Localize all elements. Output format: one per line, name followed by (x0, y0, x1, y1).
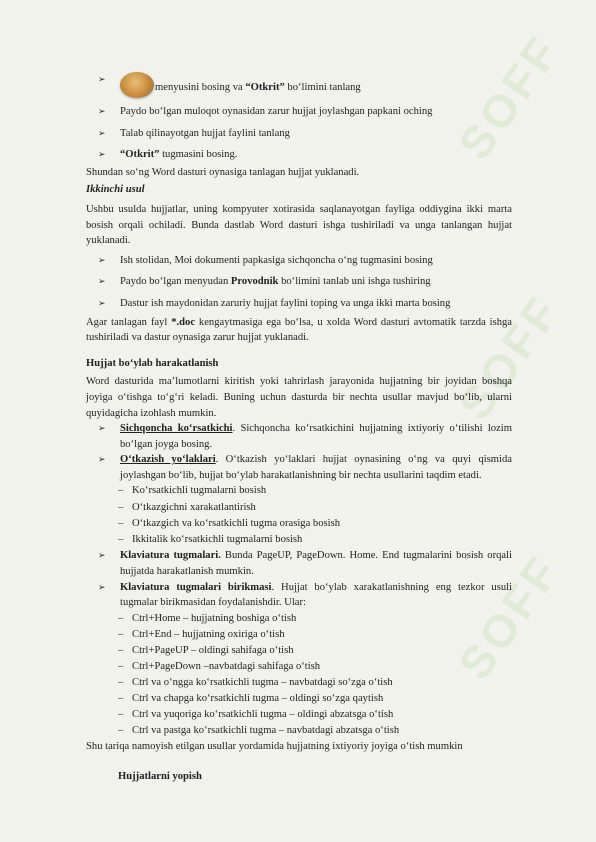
sub-item (86, 707, 512, 723)
item-text-post: bo‘limini tanlab uni ishga tushiring (278, 276, 431, 288)
dash-icon: – (118, 628, 124, 640)
bullet-arrow-icon: ➢ (98, 149, 106, 160)
sub-item-text: O‘tkazgich va ko‘rsatkichli tugma orasiga bosish (132, 517, 340, 529)
paragraph: Word dasturida ma’lumotlarni kiritish yoki tahrirlash jarayonida hujjatning bir joyidan boshqa joyiga o‘tishga to‘g‘ri keladi. Buning uchun dasturda bir nechta usullar mavjud bo‘lib, ularni quyidagicha izohlash mumkin. (86, 376, 512, 419)
watermark-mid: SOFF (448, 285, 571, 429)
bullet-arrow-icon: ➢ (98, 423, 106, 434)
list-item (86, 452, 512, 483)
sub-item-text: Ctrl+PageDown –navbatdagi sahifaga o‘tish (132, 661, 321, 672)
sub-item-text: Ctrl va pastga ko‘rsatkichli tugma – navbatdagi abzatsga o‘tish (132, 725, 400, 737)
sub-item (86, 643, 512, 659)
sub-item-text: Ctrl+PageUP – oldingi sahifaga o‘tish (132, 644, 294, 656)
dash-icon: – (118, 693, 124, 705)
dash-icon: – (118, 517, 124, 529)
sub-item-text: O‘tkazgichni xarakatlantirish (132, 501, 256, 513)
bullet-arrow-icon: ➢ (98, 297, 106, 308)
item-text: menyusini bosing va (155, 82, 246, 93)
dash-icon: – (118, 644, 124, 656)
bullet-arrow-icon: ➢ (98, 454, 106, 465)
item-text: Ish stolidan, Moi dokumenti papkasiga sichqoncha o‘ng tugmasini bosing (120, 254, 433, 266)
sub-item (86, 611, 512, 627)
item-text: Paydo bo‘lgan muloqot oynasidan zarur hujjat joylashgan papkani oching (120, 106, 433, 117)
dash-icon: – (118, 501, 124, 513)
item-text: Bunda PageUP, PageDown. Home. End tugmalarini bosish orqali hujjatda harakatlanish mumkin. (120, 550, 512, 577)
sub-item-text: Ko‘rsatkichli tugmalarni bosish (132, 485, 267, 497)
paragraph-bold: *.doc (171, 316, 196, 328)
item-bold: Klaviatura tugmalari birikmasi (120, 581, 272, 593)
dash-icon: – (118, 612, 124, 624)
bullet-arrow-icon: ➢ (98, 106, 106, 116)
item-bold: O‘tkazish yo‘laklari (120, 454, 216, 466)
paragraph: Shundan so‘ng Word dasturi oynasiga tanlagan hujjat yuklanadi. (86, 166, 360, 178)
bullet-arrow-icon: ➢ (98, 254, 106, 265)
sub-item-text: Ctrl va yuqoriga ko‘rsatkichli tugma – oldingi abzatsga o‘tish (132, 709, 394, 721)
sub-item (86, 659, 512, 675)
sub-item-text: Ctrl va chapga ko‘rsatkichli tugma – oldingi so‘zga qaytish (132, 693, 384, 705)
item-bold: Provodnik (230, 276, 279, 288)
paragraph-text: Agar tanlagan fayl (86, 316, 172, 328)
sub-item (86, 483, 512, 499)
item-bold: Klaviatura tugmalari. (120, 550, 221, 562)
office-menu-icon (120, 72, 154, 98)
item-text: . Sichqoncha ko‘rsatkichini hujjatning ixtiyoriy o‘tilishi lozim bo‘lgan joyga bosing. (120, 423, 512, 450)
item-text: . O‘tkazish yo‘laklari hujjat oynasining o‘ng va quyi qismida joylashgan bo‘lib, hujjat bo‘ylab harakatlanishning bir nechta usullarini taqdim etadi. (120, 454, 512, 481)
list-item (86, 126, 512, 142)
dash-icon: – (118, 485, 124, 497)
paragraph: Ushbu usulda hujjatlar, uning kompyuter xotirasida saqlanayotgan fayliga oddiygina ikki marta bosish orqali ochiladi. Bunda dastlab Word dasturi ishga tushiriladi va unga tanlangan hujjat yuklanadi. (86, 203, 512, 247)
paragraph: Shu tariqa namoyish etilgan usullar yordamida hujjatning ixtiyoriy joyiga o‘tish mumkin (86, 741, 463, 753)
dash-icon: – (118, 661, 124, 672)
item-text: . Hujjat bo‘ylab xarakatlanishning eng tezkor usuli tugmalar birikmasidan foydalanishdir. Ular: (120, 581, 512, 609)
item-text: Talab qilinayotgan hujjat faylini tanlang (120, 127, 290, 139)
sub-item (86, 516, 512, 532)
dash-icon: – (118, 725, 124, 737)
dash-icon: – (118, 533, 124, 545)
paragraph-text-post: kengaytmasiga ega bo‘lsa, u xolda Word dasturi avtomatik tarzda ishga tushiriladi va dastur oynasiga zarur hujjat yuklanadi. (86, 316, 512, 344)
sub-item-text: Ctrl+End – hujjatning oxiriga o‘tish (132, 628, 285, 640)
paragraph (86, 315, 512, 346)
section-heading: Ikkinchi usul (86, 184, 145, 196)
sub-item (86, 691, 512, 707)
watermark-low: SOFF (448, 545, 571, 689)
item-bold: Sichqoncha ko‘rsatkichi (120, 423, 233, 435)
sub-item-text: Ctrl va o‘ngga ko‘rsatkichli tugma – navbatdagi so‘zga o‘tish (132, 677, 393, 689)
watermark-top: SOFF (448, 25, 571, 169)
section-heading: Hujjat bo‘ylab harakatlanish (86, 357, 219, 369)
list-item (86, 548, 512, 579)
bullet-arrow-icon: ➢ (98, 550, 106, 561)
list-item (86, 296, 512, 312)
sub-item (86, 723, 512, 739)
item-text-post: bo‘limini tanlang (284, 82, 361, 93)
bullet-arrow-icon: ➢ (98, 127, 106, 138)
document-page (86, 72, 512, 785)
sub-item (86, 627, 512, 643)
dash-icon: – (118, 677, 124, 689)
item-bold: “Otkrit” (120, 149, 160, 161)
sub-item-text: Ctrl+Home – hujjatning boshiga o‘tish (132, 612, 297, 624)
bullet-arrow-icon: ➢ (98, 74, 106, 84)
list-item (86, 274, 512, 290)
item-bold: “Otkrit” (245, 82, 285, 93)
dash-icon: – (118, 709, 124, 721)
sub-item (86, 532, 512, 548)
sub-item (86, 675, 512, 691)
list-item (86, 421, 512, 452)
list-item (86, 253, 512, 269)
list-item (86, 580, 512, 611)
list-item (86, 104, 512, 120)
list-item (86, 72, 512, 98)
section-heading: Hujjatlarni yopish (118, 771, 202, 783)
bullet-arrow-icon: ➢ (98, 276, 106, 287)
item-text: Paydo bo‘lgan menyudan (120, 276, 231, 288)
sub-item-text: Ikkitalik ko‘rsatkichli tugmalarni bosish (132, 533, 303, 545)
item-text-post: tugmasini bosing. (159, 149, 238, 161)
item-text: Dastur ish maydonidan zaruriy hujjat faylini toping va unga ikki marta bosing (120, 297, 451, 309)
list-item (86, 147, 512, 163)
bullet-arrow-icon: ➢ (98, 581, 106, 592)
sub-item (86, 500, 512, 516)
